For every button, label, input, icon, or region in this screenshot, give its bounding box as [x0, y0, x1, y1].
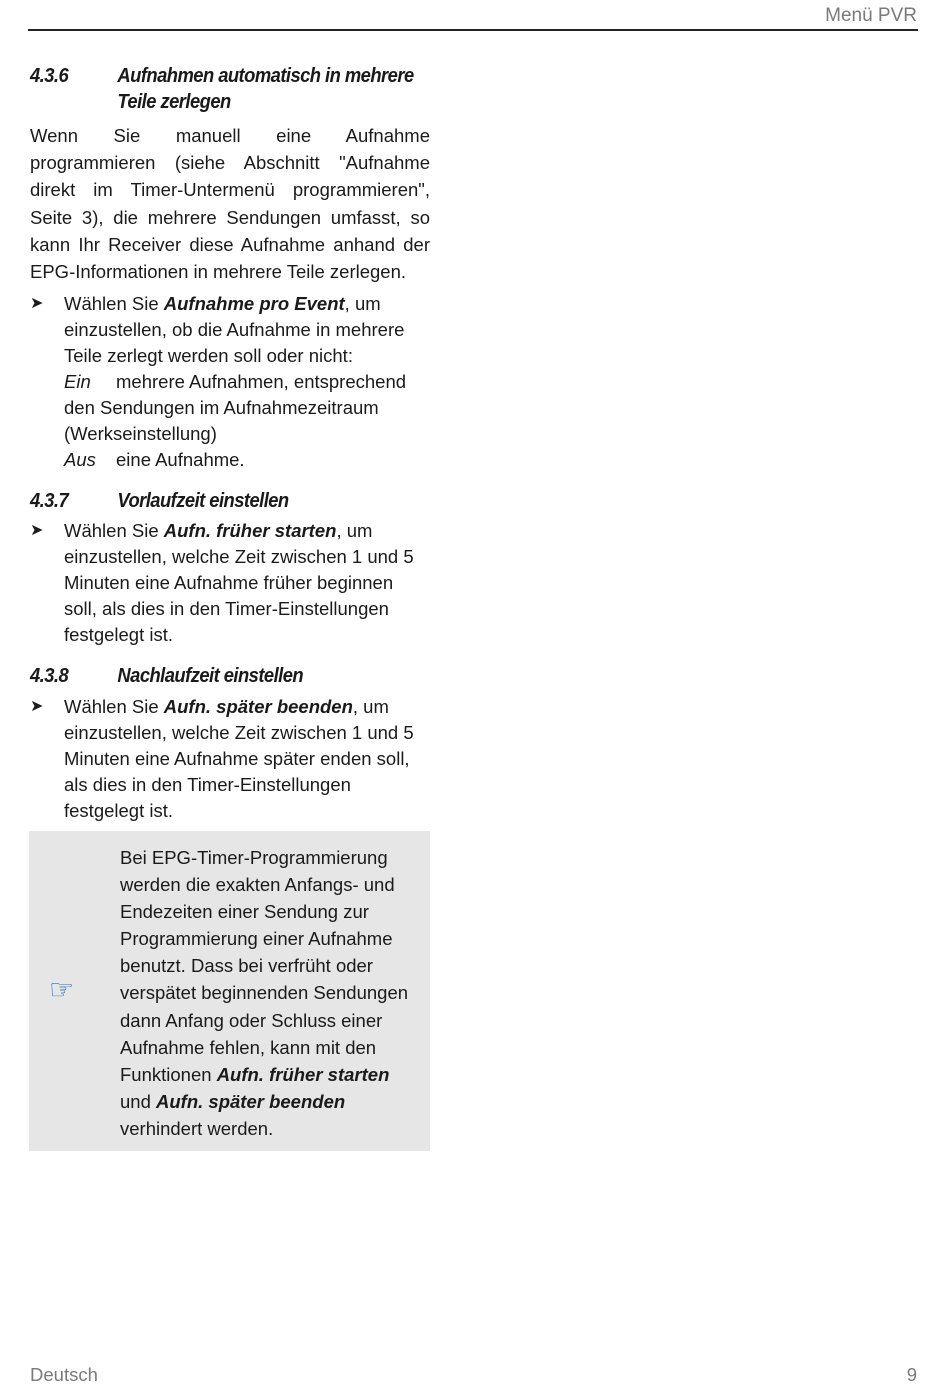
option-description: mehrere Aufnahmen, entsprechend den Sendungen im Aufnahmezeitraum (Werkseinstellung) — [64, 371, 407, 444]
menu-option-name: Aufn. früher starten — [163, 520, 337, 541]
option-aus — [64, 447, 430, 473]
bullet-text: Wählen Sie — [64, 293, 164, 314]
note-text — [120, 844, 425, 1142]
bullet-text: , um einzustellen, ob die Aufnahme in mehrere Teile zerlegt werden soll oder nicht: — [64, 293, 405, 366]
bullet-text: Wählen Sie — [64, 696, 164, 717]
section-number: 4.3.8 — [30, 665, 69, 687]
option-key: Ein — [64, 371, 91, 392]
section-title: Nachlaufzeit einstellen — [117, 665, 304, 687]
header-divider — [28, 29, 918, 31]
page-number: 9 — [906, 1364, 917, 1385]
bullet-text: , um einzustellen, welche Zeit zwischen 1 und 5 Minuten eine Aufnahme früher beginnen soll, als dies in den Timer-Einstellungen festgelegt ist. — [64, 520, 414, 645]
note-text-part: und — [120, 1090, 157, 1112]
menu-option-name: Aufn. später beenden — [163, 696, 353, 717]
section-number: 4.3.7 — [30, 490, 69, 512]
note-box — [29, 831, 430, 1151]
arrow-bullet-icon: ➤ — [30, 295, 44, 312]
menu-option-name: Aufnahme pro Event — [163, 293, 345, 314]
note-function-name: Aufn. früher starten — [216, 1063, 390, 1085]
option-ein — [64, 369, 430, 447]
running-header: Menü PVR — [825, 5, 917, 26]
option-key: Aus — [64, 449, 96, 470]
intro-paragraph: Wenn Sie manuell eine Aufnahme programmieren (siehe Abschnitt "Aufnahme direkt im Timer-Untermenü programmieren", Seite 3), die mehrere Sendungen umfasst, so kann Ihr Receiver diese Aufnahme anhand der EPG-Informationen in mehrere Teile zerlegen. — [30, 125, 430, 283]
footer-language: Deutsch — [30, 1364, 98, 1385]
note-function-name: Aufn. später beenden — [156, 1090, 346, 1112]
arrow-bullet-icon: ➤ — [30, 522, 44, 539]
option-description: eine Aufnahme. — [116, 449, 245, 470]
bullet-text: , um einzustellen, welche Zeit zwischen 1 und 5 Minuten eine Aufnahme später enden soll, als dies in den Timer-Einstellungen festgelegt ist. — [64, 696, 414, 821]
section-title: Aufnahmen automatisch in mehrere Teile zerlegen — [117, 65, 414, 113]
arrow-bullet-icon: ➤ — [30, 698, 44, 715]
note-text-part: verhindert werden. — [120, 1117, 274, 1139]
note-text-part: Bei EPG-Timer-Programmierung werden die exakten Anfangs- und Endezeiten einer Sendung zur Programmierung einer Aufnahme benutzt. Dass bei verfrüht oder verspätet beginnenden Sendungen dann Anfang oder Schluss einer Aufnahme fehlen, kann mit den Funktionen — [120, 847, 409, 1085]
bullet-text: Wählen Sie — [64, 520, 164, 541]
pointing-hand-icon: ☞ — [49, 974, 75, 1005]
section-number: 4.3.6 — [30, 65, 69, 87]
section-title: Vorlaufzeit einstellen — [117, 490, 289, 512]
